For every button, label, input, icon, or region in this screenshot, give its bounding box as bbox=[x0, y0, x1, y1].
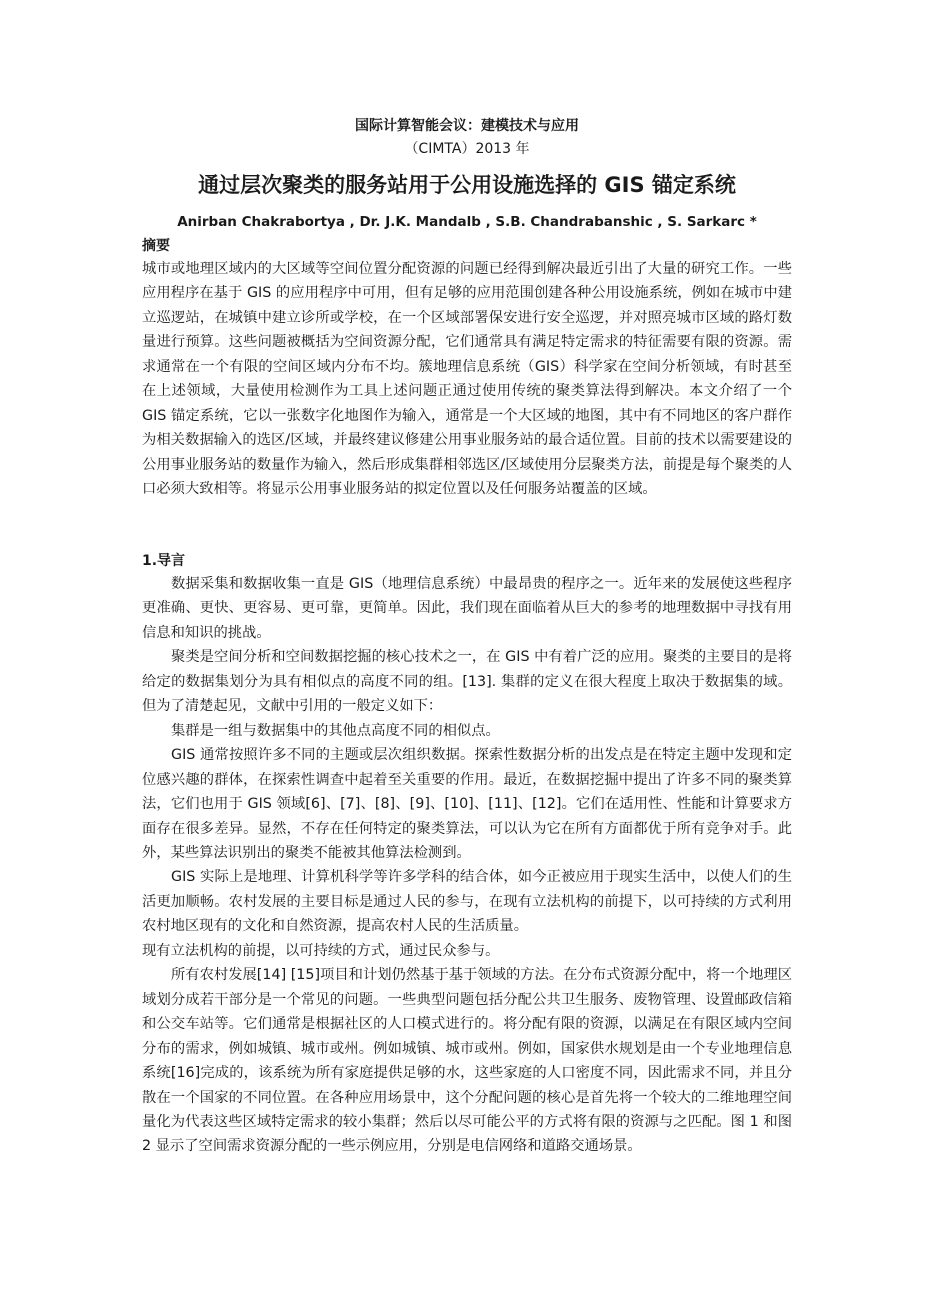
paragraph: GIS 实际上是地理、计算机科学等许多学科的结合体，如今正被应用于现实生活中，以使人们的生活更加顺畅。农村发展的主要目标是通过人民的参与，在现有立法机构的前提下，以可持续的方式利用农村地区现有的文化和自然资源，提高农村人民的生活质量。 bbox=[142, 869, 792, 935]
paragraph: 现有立法机构的前提，以可持续的方式，通过民众参与。 bbox=[142, 942, 500, 959]
paragraph: 聚类是空间分析和空间数据挖掘的核心技术之一，在 GIS 中有着广泛的应用。聚类的主要目的是将给定的数据集划分为具有相似点的高度不同的组。[13]. 集群的定义在很大程度上取决于数据集的域。但为了清楚起见，文献中引用的一般定义如下： bbox=[142, 649, 792, 715]
conference-year: （CIMTA）2013 年 bbox=[404, 141, 530, 157]
paper-title: 通过层次聚类的服务站用于公用设施选择的 GIS 锚定系统 bbox=[198, 173, 736, 197]
conference-name: 国际计算智能会议：建模技术与应用 bbox=[355, 118, 579, 134]
author-list: Anirban Chakrabortya , Dr. J.K. Mandalb , S.B. Chandrabanshic , S. Sarkarc * bbox=[177, 214, 757, 230]
introduction-body bbox=[142, 572, 792, 1159]
abstract-heading: 摘要 bbox=[142, 238, 170, 254]
paragraph: 所有农村发展[14] [15]项目和计划仍然基于基于领域的方法。在分布式资源分配中，将一个地理区域划分成若干部分是一个常见的问题。一些典型问题包括分配公共卫生服务、废物管理、设置邮政信箱和公交车站等。它们通常是根据社区的人口模式进行的。将分配有限的资源，以满足在有限区域内空间分布的需求，例如城镇、城市或州。例如城镇、城市或州。例如，国家供水规划是由一个专业地理信息系统[16]完成的，该系统为所有家庭提供足够的水，这些家庭的人口密度不同，因此需求不同，并且分散在一个国家的不同位置。在各种应用场景中，这个分配问题的核心是首先将一个较大的二维地理空间量化为代表这些区域特定需求的较小集群；然后以尽可能公平的方式将有限的资源与之匹配。图 1 和图 2 显示了空间需求资源分配的一些示例应用，分别是电信网络和道路交通场景。 bbox=[142, 967, 792, 1155]
paragraph: GIS 通常按照许多不同的主题或层次组织数据。探索性数据分析的出发点是在特定主题中发现和定位感兴趣的群体，在探索性调查中起着至关重要的作用。最近，在数据挖掘中提出了许多不同的聚类算法，它们也用于 GIS 领域[6]、[7]、[8]、[9]、[10]、[11]、[12]。它们在适用性、性能和计算要求方面存在很多差异。显然，不存在任何特定的聚类算法，可以认为它在所有方面都优于所有竞争对手。此外，某些算法识别出的聚类不能被其他算法检测到。 bbox=[142, 747, 792, 861]
section-heading-introduction: 1.导言 bbox=[142, 553, 186, 569]
definition-line: 集群是一组与数据集中的其他点高度不同的相似点。 bbox=[171, 722, 500, 739]
abstract-text: 城市或地理区域内的大区域等空间位置分配资源的问题已经得到解决最近引出了大量的研究工作。一些应用程序在基于 GIS 的应用程序中可用，但有足够的应用范围创建各种公用设施系统，例如在城市中建立巡逻站，在城镇中建立诊所或学校，在一个区域部署保安进行安全巡逻，并对照亮城市区域的路灯数量进行预算。这些问题被概括为空间资源分配，它们通常具有满足特定需求的特征需要有限的资源。需求通常在一个有限的空间区域内分布不均。簇地理信息系统（GIS）科学家在空间分析领域，有时甚至在上述领域，大量使用检测作为工具上述问题正通过使用传统的聚类算法得到解决。本文介绍了一个 GIS 锚定系统，它以一张数字化地图作为输入，通常是一个大区域的地图，其中有不同地区的客户群作为相关数据输入的选区/区域，并最终建议修建公用事业服务站的最合适位置。目前的技术以需要建设的公用事业服务站的数量作为输入，然后形成集群相邻选区/区域使用分层聚类方法，前提是每个聚类的人口必须大致相等。将显示公用事业服务站的拟定位置以及任何服务站覆盖的区域。 bbox=[142, 261, 792, 498]
paragraph: 数据采集和数据收集一直是 GIS（地理信息系统）中最昂贵的程序之一。近年来的发展使这些程序更准确、更快、更容易、更可靠，更简单。因此，我们现在面临着从巨大的参考的地理数据中寻找有用信息和知识的挑战。 bbox=[142, 576, 792, 641]
